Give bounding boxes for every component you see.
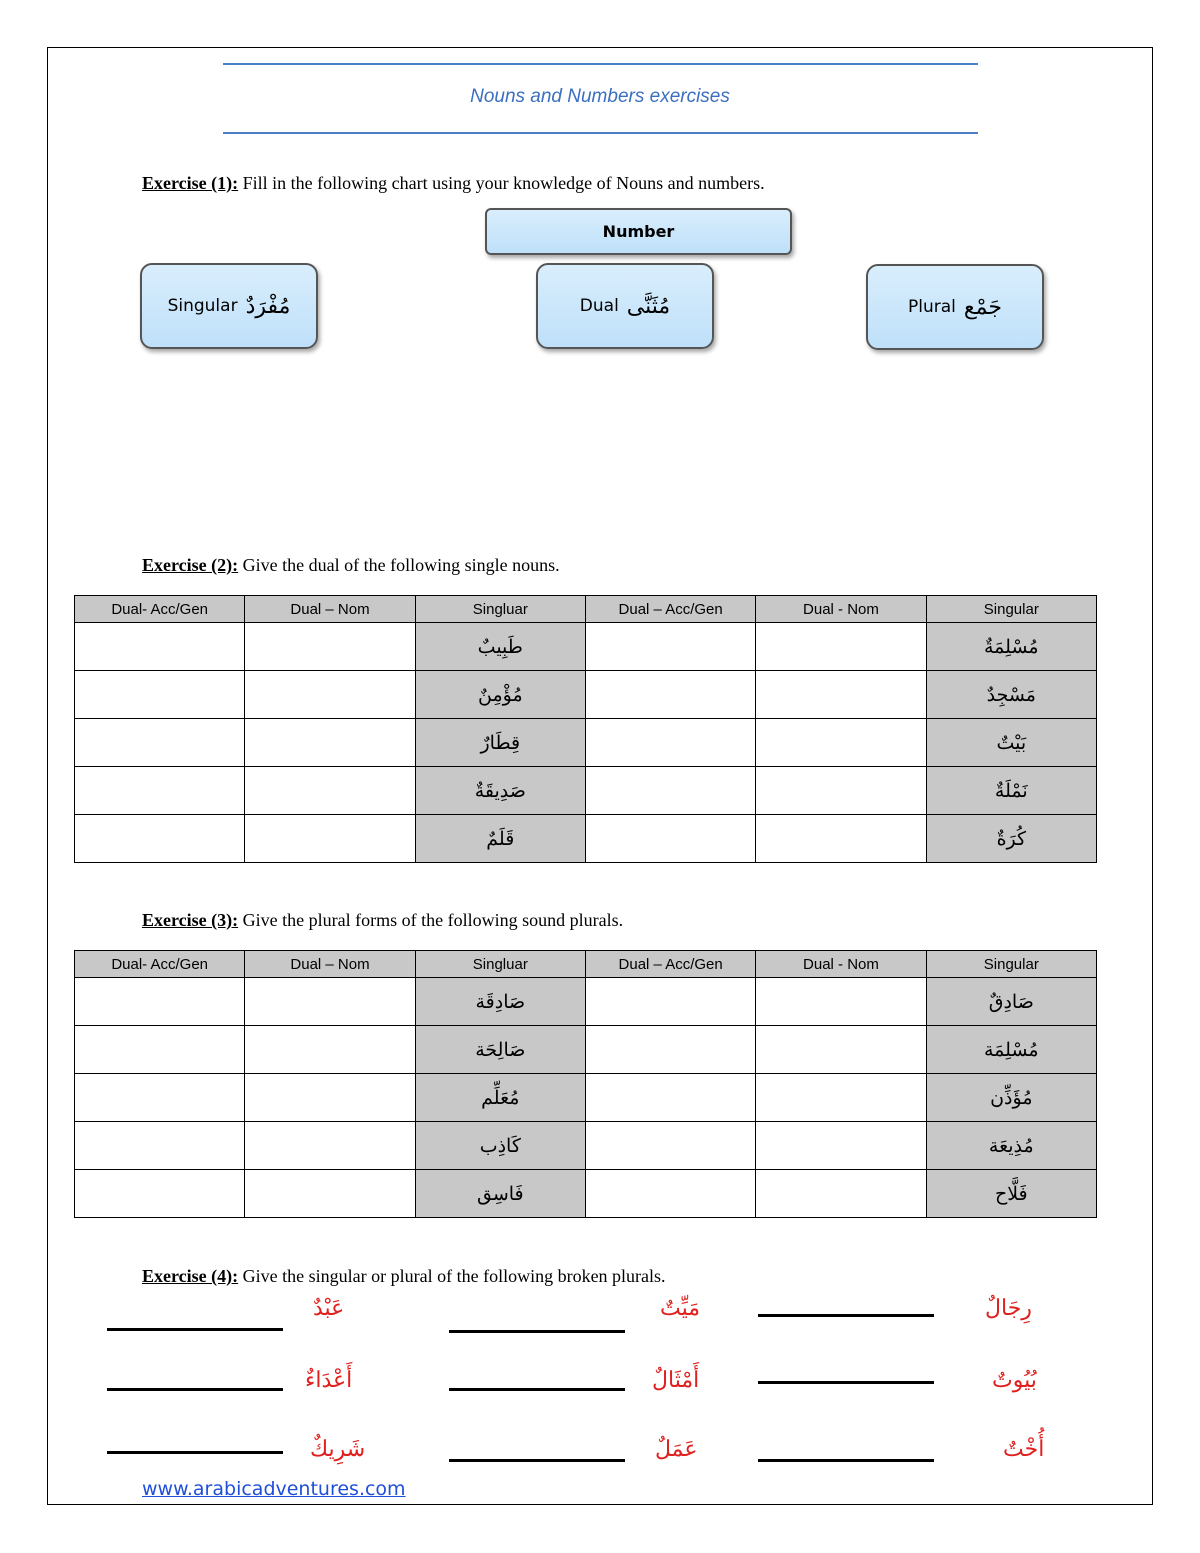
header-dual-nom: Dual – Nom (245, 951, 415, 978)
answer-line[interactable] (758, 1381, 934, 1384)
word-cell: فَلَّاح (926, 1170, 1096, 1218)
answer-cell[interactable] (585, 815, 755, 863)
table-row (75, 1026, 1097, 1074)
table-row (75, 623, 1097, 671)
answer-cell[interactable] (756, 1026, 926, 1074)
answer-line[interactable] (449, 1330, 625, 1333)
singular-label: Singular (167, 296, 238, 316)
dual-box (536, 263, 714, 349)
word-cell: صَالِحَة (415, 1026, 585, 1074)
plural-arabic: جَمْع (963, 294, 1002, 320)
exercise-2-label: Exercise (2): (142, 555, 239, 575)
word-cell: مُسْلِمَةٌ (926, 623, 1096, 671)
word-cell: صَدِيقَةٌ (415, 767, 585, 815)
number-label: Number (602, 222, 675, 241)
dual-table (74, 595, 1097, 863)
word-cell: مُؤْمِنٌ (415, 671, 585, 719)
broken-plural-word: عَمَلٌ (655, 1437, 698, 1462)
answer-cell[interactable] (245, 623, 415, 671)
plural-label: Plural (908, 297, 956, 317)
answer-cell[interactable] (585, 767, 755, 815)
answer-cell[interactable] (245, 1170, 415, 1218)
header-dual-acc-gen: Dual – Acc/Gen (585, 596, 755, 623)
answer-cell[interactable] (75, 671, 245, 719)
exercise-1-label: Exercise (1): (142, 173, 239, 193)
header-dual-nom: Dual - Nom (756, 951, 926, 978)
page-title: Nouns and Numbers exercises (470, 86, 730, 107)
broken-plural-word: أُخْتٌ (1003, 1437, 1045, 1462)
answer-cell[interactable] (756, 1170, 926, 1218)
answer-cell[interactable] (756, 767, 926, 815)
header-dual-acc-gen: Dual- Acc/Gen (75, 951, 245, 978)
exercise-3-text: Give the plural forms of the following sound plurals. (238, 910, 624, 930)
broken-plural-word: مَيِّتٌ (660, 1296, 701, 1321)
exercise-3-instruction (142, 910, 623, 931)
answer-cell[interactable] (585, 719, 755, 767)
dual-label: Dual (579, 296, 619, 316)
table-row (75, 815, 1097, 863)
word-cell: نَمْلَةٌ (926, 767, 1096, 815)
number-box (485, 208, 792, 255)
broken-plural-word: رِجَالٌ (985, 1296, 1032, 1321)
word-cell: صَادِقٌ (926, 978, 1096, 1026)
answer-cell[interactable] (756, 815, 926, 863)
singular-box (140, 263, 318, 349)
answer-cell[interactable] (245, 815, 415, 863)
answer-line[interactable] (449, 1459, 625, 1462)
word-cell: مُؤَذِّن (926, 1074, 1096, 1122)
answer-cell[interactable] (75, 1122, 245, 1170)
answer-line[interactable] (107, 1328, 283, 1331)
word-cell: مُعَلِّم (415, 1074, 585, 1122)
dual-arabic: مُثَنَّى (626, 293, 671, 319)
answer-cell[interactable] (585, 978, 755, 1026)
plural-box (866, 264, 1044, 350)
answer-cell[interactable] (75, 815, 245, 863)
broken-plural-word: عَبْدٌ (313, 1296, 345, 1321)
header-singular: Singluar (415, 951, 585, 978)
table-row (75, 1074, 1097, 1122)
word-cell: فَاسِق (415, 1170, 585, 1218)
answer-cell[interactable] (75, 719, 245, 767)
answer-cell[interactable] (585, 1074, 755, 1122)
exercise-4-text: Give the singular or plural of the following broken plurals. (238, 1266, 666, 1286)
header-singular: Singluar (415, 596, 585, 623)
word-cell: قِطَارٌ (415, 719, 585, 767)
word-cell: بَيْتٌ (926, 719, 1096, 767)
answer-line[interactable] (758, 1314, 934, 1317)
word-cell: صَادِقَة (415, 978, 585, 1026)
answer-line[interactable] (758, 1459, 934, 1462)
exercise-4-instruction (142, 1266, 666, 1287)
singular-arabic: مُفْرَدٌ (245, 293, 291, 319)
word-cell: طَبِيبٌ (415, 623, 585, 671)
answer-cell[interactable] (75, 1074, 245, 1122)
answer-cell[interactable] (585, 1026, 755, 1074)
table-row (75, 719, 1097, 767)
header-dual-nom: Dual – Nom (245, 596, 415, 623)
answer-line[interactable] (107, 1451, 283, 1454)
answer-cell[interactable] (75, 1170, 245, 1218)
answer-cell[interactable] (75, 623, 245, 671)
word-cell: مَسْجِدٌ (926, 671, 1096, 719)
answer-line[interactable] (449, 1388, 625, 1391)
exercise-1-text: Fill in the following chart using your knowledge of Nouns and numbers. (238, 173, 765, 193)
plural-table (74, 950, 1097, 1218)
answer-cell[interactable] (245, 978, 415, 1026)
word-cell: مُسْلِمَة (926, 1026, 1096, 1074)
answer-cell[interactable] (585, 1170, 755, 1218)
table-row (75, 767, 1097, 815)
broken-plural-word: شَرِيكٌ (310, 1437, 366, 1462)
word-cell: كُرَةٌ (926, 815, 1096, 863)
exercise-3-label: Exercise (3): (142, 910, 239, 930)
answer-cell[interactable] (756, 978, 926, 1026)
header-rule-top (223, 63, 978, 65)
header-singular: Singular (926, 596, 1096, 623)
answer-cell[interactable] (75, 978, 245, 1026)
answer-cell[interactable] (585, 623, 755, 671)
word-cell: كَاذِب (415, 1122, 585, 1170)
answer-line[interactable] (107, 1388, 283, 1391)
broken-plural-word: بُيُوتٌ (992, 1368, 1037, 1393)
header-singular: Singular (926, 951, 1096, 978)
header-dual-acc-gen: Dual – Acc/Gen (585, 951, 755, 978)
exercise-4-label: Exercise (4): (142, 1266, 239, 1286)
answer-cell[interactable] (245, 671, 415, 719)
exercise-1-instruction (142, 173, 765, 194)
footer-website-link[interactable]: www.arabicadventures.com (142, 1478, 406, 1500)
answer-cell[interactable] (756, 671, 926, 719)
answer-cell[interactable] (585, 1122, 755, 1170)
broken-plural-word: أَعْدَاءٌ (305, 1368, 353, 1393)
header-dual-nom: Dual - Nom (756, 596, 926, 623)
answer-cell[interactable] (245, 1122, 415, 1170)
exercise-2-instruction (142, 555, 560, 576)
answer-cell[interactable] (756, 719, 926, 767)
answer-cell[interactable] (245, 719, 415, 767)
table-row (75, 1122, 1097, 1170)
answer-cell[interactable] (585, 671, 755, 719)
answer-cell[interactable] (75, 1026, 245, 1074)
table-row (75, 671, 1097, 719)
header-dual-acc-gen: Dual- Acc/Gen (75, 596, 245, 623)
answer-cell[interactable] (756, 1122, 926, 1170)
word-cell: قَلَمٌ (415, 815, 585, 863)
answer-cell[interactable] (245, 1026, 415, 1074)
answer-cell[interactable] (75, 767, 245, 815)
answer-cell[interactable] (756, 1074, 926, 1122)
answer-cell[interactable] (245, 1074, 415, 1122)
answer-cell[interactable] (756, 623, 926, 671)
exercise-2-text: Give the dual of the following single nouns. (238, 555, 560, 575)
broken-plural-word: أَمْثَالٌ (652, 1368, 700, 1393)
table-row (75, 978, 1097, 1026)
table-header-row (75, 951, 1097, 978)
table-header-row (75, 596, 1097, 623)
header-rule-bottom (223, 132, 978, 134)
word-cell: مُذِيعَة (926, 1122, 1096, 1170)
table-row (75, 1170, 1097, 1218)
answer-cell[interactable] (245, 767, 415, 815)
